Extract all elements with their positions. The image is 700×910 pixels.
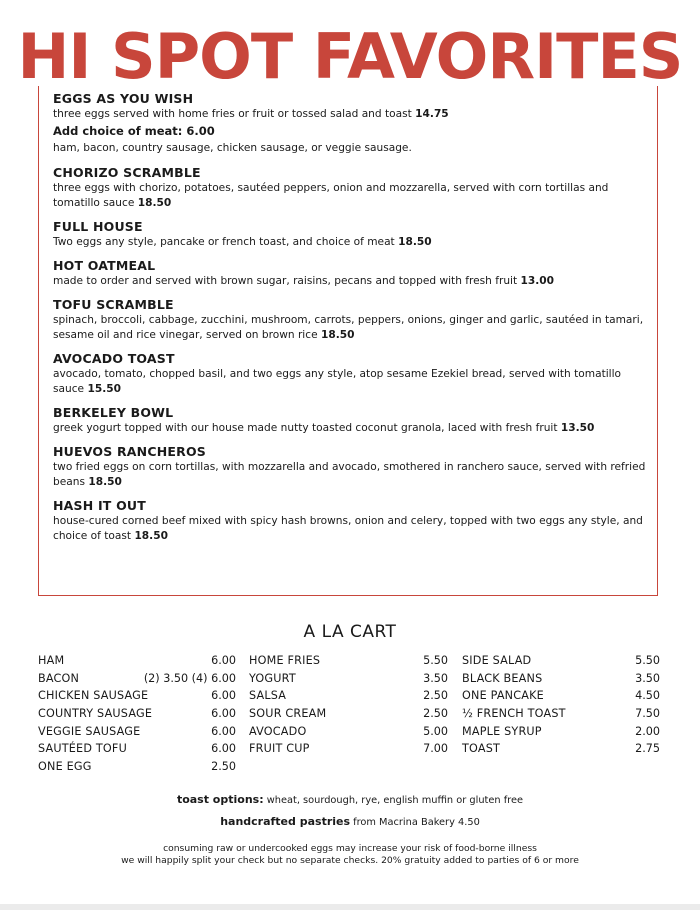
item-description: avocado, tomato, chopped basil, and two eggs any style, atop sesame Ezekiel bread, served with tomatillo sauce 15.50 — [53, 368, 622, 395]
item-name: FULL HOUSE — [53, 219, 143, 234]
favorites-list — [53, 90, 648, 551]
alacart-item — [462, 722, 660, 740]
page-bottom-edge — [0, 904, 700, 910]
menu-item-huevos-rancheros — [53, 443, 648, 490]
toast-options-label: toast options: — [176, 793, 264, 806]
alacart-item — [249, 652, 448, 670]
alacart-item — [462, 740, 660, 758]
side-price: 7.00 — [423, 742, 448, 756]
alacart-item — [38, 758, 236, 776]
alacart-column-3 — [462, 652, 660, 758]
alacart-column-1 — [38, 652, 236, 775]
item-name: HUEVOS RANCHEROS — [53, 444, 206, 459]
menu-item-avocado-toast — [53, 350, 648, 397]
item-price: 18.50 — [134, 530, 168, 542]
side-price: 5.00 — [423, 724, 448, 738]
item-name: HOT OATMEAL — [53, 258, 156, 273]
alacart-column-2 — [249, 652, 448, 758]
menu-item-chorizo-scramble — [53, 164, 648, 211]
add-meat-option: Add choice of meat: 6.00 — [53, 124, 215, 138]
side-price: 2.50 — [211, 759, 236, 773]
toast-options-text: wheat, sourdough, rye, english muffin or gluten free — [263, 795, 524, 806]
side-price: 2.00 — [635, 724, 660, 738]
item-name: CHORIZO SCRAMBLE — [53, 165, 201, 180]
alacart-item — [462, 705, 660, 723]
item-price: 13.50 — [560, 422, 595, 434]
side-price: 6.00 — [211, 654, 236, 668]
side-name: COUNTRY SAUSAGE — [38, 707, 153, 721]
item-description: made to order and served with brown sugar, raisins, pecans and topped with fresh fruit 13.00 — [53, 275, 555, 287]
side-name: TOAST — [462, 742, 501, 756]
side-price: (2) 3.50 (4) 6.00 — [143, 671, 236, 685]
side-name: HAM — [38, 654, 65, 668]
side-name: SALSA — [249, 689, 287, 703]
menu-item-hot-oatmeal — [53, 257, 648, 289]
menu-item-berkeley-bowl — [53, 404, 648, 436]
pastries-text: from Macrina Bakery 4.50 — [350, 817, 480, 828]
alacart-item — [249, 687, 448, 705]
item-price: 18.50 — [320, 329, 355, 341]
item-description: three eggs served with home fries or fruit or tossed salad and toast 14.75 — [53, 108, 449, 120]
side-name: BACON — [38, 671, 80, 685]
side-price: 2.50 — [423, 707, 448, 721]
item-description: three eggs with chorizo, potatoes, sautéed peppers, onion and mozzarella, served with corn tortillas and tomatillo sauce 18.50 — [53, 182, 609, 209]
alacart-item — [38, 687, 236, 705]
item-name: BERKELEY BOWL — [53, 405, 174, 420]
side-name: CHICKEN SAUSAGE — [38, 689, 149, 703]
side-price: 6.00 — [211, 742, 236, 756]
item-description: greek yogurt topped with our house made nutty toasted coconut granola, laced with fresh fruit 13.50 — [53, 422, 595, 434]
side-name: FRUIT CUP — [249, 742, 310, 756]
alacart-item — [38, 722, 236, 740]
alacart-item — [249, 740, 448, 758]
alacart-item — [462, 687, 660, 705]
alacart-heading: A LA CART — [303, 622, 397, 642]
pastries-label: handcrafted pastries — [220, 815, 351, 828]
item-price: 14.75 — [415, 108, 449, 120]
side-price: 2.75 — [635, 742, 660, 756]
side-name: BLACK BEANS — [462, 671, 543, 685]
side-price: 6.00 — [211, 689, 236, 703]
menu-item-full-house — [53, 218, 648, 250]
menu-item-hash-it-out — [53, 497, 648, 544]
item-name: AVOCADO TOAST — [53, 351, 175, 366]
item-description: two fried eggs on corn tortillas, with mozzarella and avocado, smothered in ranchero sauce, served with refried beans 18.50 — [53, 461, 646, 488]
item-price: 15.50 — [87, 383, 121, 395]
menu-title: HI SPOT FAVORITES — [17, 20, 683, 93]
menu-item-eggs-as-you-wish — [53, 90, 648, 157]
side-name: SIDE SALAD — [462, 654, 532, 668]
item-price: 18.50 — [398, 236, 432, 248]
side-name: ONE PANCAKE — [462, 689, 544, 703]
side-price: 6.00 — [211, 707, 236, 721]
item-name: HASH IT OUT — [53, 498, 146, 513]
side-price: 5.50 — [635, 654, 660, 668]
footer-notes — [0, 843, 700, 867]
side-name: SAUTÉED TOFU — [38, 742, 127, 756]
side-price: 6.00 — [211, 724, 236, 738]
side-price: 7.50 — [635, 707, 660, 721]
item-price: 18.50 — [88, 476, 122, 488]
alacart-item — [462, 652, 660, 670]
side-price: 5.50 — [423, 654, 448, 668]
side-price: 3.50 — [423, 671, 448, 685]
side-name: MAPLE SYRUP — [462, 724, 542, 738]
item-name: EGGS AS YOU WISH — [53, 91, 194, 106]
food-safety-note: consuming raw or undercooked eggs may increase your risk of food-borne illness — [163, 843, 537, 854]
item-description: spinach, broccoli, cabbage, zucchini, mushroom, carrots, peppers, onions, ginger and garlic, sautéed in tamari, sesame oil and rice vinegar, served on brown rice 18.50 — [53, 314, 644, 341]
side-name: YOGURT — [249, 671, 296, 685]
alacart-item — [249, 705, 448, 723]
alacart-item — [38, 705, 236, 723]
side-name: SOUR CREAM — [249, 707, 327, 721]
toast-options — [0, 793, 700, 806]
side-price: 3.50 — [635, 671, 660, 685]
alacart-item — [38, 670, 236, 688]
alacart-item — [38, 652, 236, 670]
side-name: ONE EGG — [38, 759, 92, 773]
side-price: 4.50 — [635, 689, 660, 703]
side-price: 2.50 — [423, 689, 448, 703]
alacart-item — [249, 670, 448, 688]
side-name: ½ FRENCH TOAST — [462, 707, 566, 721]
item-description: house-cured corned beef mixed with spicy hash browns, onion and celery, topped with two eggs any style, and choice of toast 18.50 — [53, 515, 643, 542]
alacart-item — [38, 740, 236, 758]
item-name: TOFU SCRAMBLE — [53, 297, 174, 312]
check-policy-note: we will happily split your check but no separate checks. 20% gratuity added to parties of 6 or more — [121, 855, 579, 866]
side-name: HOME FRIES — [249, 654, 321, 668]
item-price: 18.50 — [137, 197, 172, 209]
meat-choices: ham, bacon, country sausage, chicken sausage, or veggie sausage. — [53, 142, 412, 154]
side-name: VEGGIE SAUSAGE — [38, 724, 141, 738]
item-description: Two eggs any style, pancake or french toast, and choice of meat 18.50 — [53, 236, 432, 248]
item-price: 13.00 — [520, 275, 555, 287]
alacart-item — [249, 722, 448, 740]
pastries-line — [0, 815, 700, 828]
menu-item-tofu-scramble — [53, 296, 648, 343]
side-name: AVOCADO — [249, 724, 307, 738]
alacart-item — [462, 670, 660, 688]
